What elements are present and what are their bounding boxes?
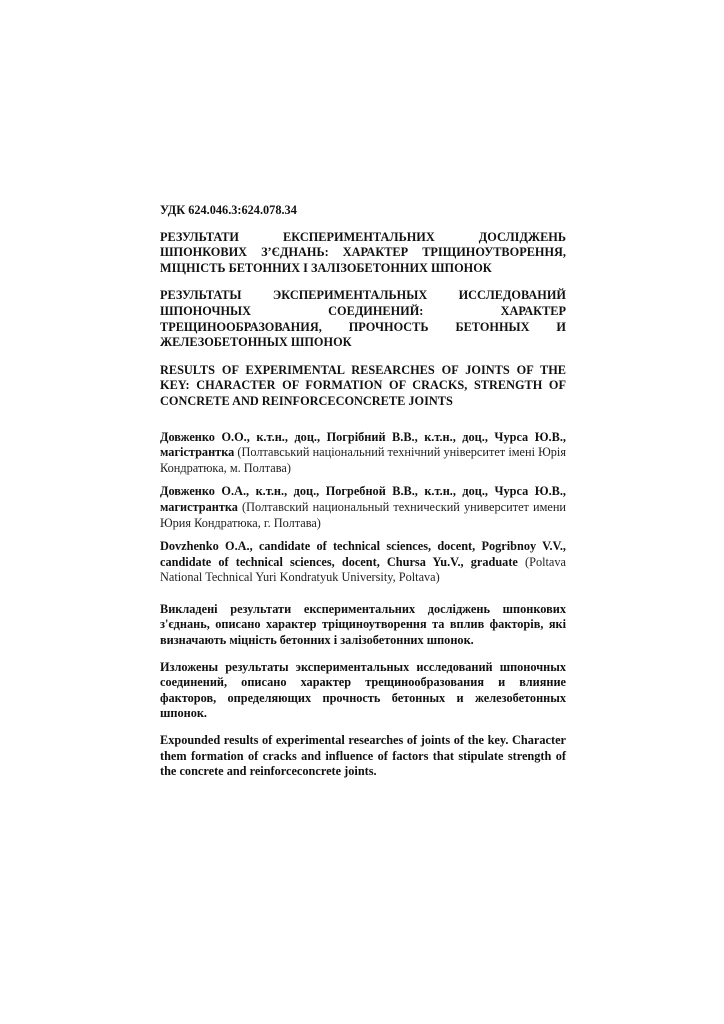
authors-ukrainian: [160, 430, 566, 477]
author-names: Довженко О.А., к.т.н., доц., Погребной В.В., к.т.н., доц., Чурса Ю.В., магистрантка: [160, 484, 566, 514]
author-names: Довженко О.О., к.т.н., доц., Погрібний В.В., к.т.н., доц., Чурса Ю.В., магістрантка: [160, 429, 566, 460]
author-affiliation: (Полтавський національний технічний університет імені Юрія Кондратюка, м. Полтава): [160, 445, 566, 475]
author-names: Dovzhenko O.A., candidate of technical sciences, docent, Pogribnoy V.V., candidate of technical sciences, docent, Chursa Yu.V., graduate: [160, 539, 566, 569]
title-ukrainian: РЕЗУЛЬТАТИ ЕКСПЕРИМЕНТАЛЬНИХ ДОСЛІДЖЕНЬ ШПОНКОВИХ З’ЄДНАНЬ: ХАРАКТЕР ТРІЩИНОУТВОРЕННЯ, МІЦНІСТЬ БЕТОННИХ І ЗАЛІЗОБЕТОННИХ ШПОНОК: [160, 229, 566, 275]
abstract-russian: Изложены результаты экспериментальных исследований шпоночных соединений, описано характер трещинообразования и влияние факторов, определяющих прочность бетонных и железобетонных шпонок.: [160, 659, 566, 721]
authors-english: [160, 539, 566, 586]
title-russian: РЕЗУЛЬТАТЫ ЭКСПЕРИМЕНТАЛЬНЫХ ИССЛЕДОВАНИЙ ШПОНОЧНЫХ СОЕДИНЕНИЙ: ХАРАКТЕР ТРЕЩИНООБРАЗОВАНИЯ, ПРОЧНОСТЬ БЕТОННЫХ И ЖЕЛЕЗОБЕТОННЫХ ШПОНОК: [160, 288, 566, 350]
authors-russian: [160, 484, 566, 531]
udk-code: УДК 624.046.3:624.078.34: [160, 203, 297, 217]
abstract-ukrainian: Викладені результати експериментальних досліджень шпонкових з'єднань, описано характер тріщиноутворення та вплив факторів, які визначають міцність бетонних і залізобетонних шпонок.: [160, 601, 566, 648]
author-affiliation: (Poltava National Technical Yuri Kondratyuk University, Poltava): [160, 554, 566, 585]
document-column: [160, 203, 566, 780]
abstract-english: Expounded results of experimental researches of joints of the key. Character them formation of cracks and influence of factors that stipulate strength of the concrete and reinforceconcrete joints.: [160, 733, 566, 779]
title-english: RESULTS OF EXPERIMENTAL RESEARCHES OF JOINTS OF THE KEY: CHARACTER OF FORMATION OF CRACKS, STRENGTH OF CONCRETE AND REINFORCECONCRETE JOINTS: [160, 362, 566, 408]
author-affiliation: (Полтавский национальный технический университет имени Юрия Кондратюка, г. Полтава): [160, 499, 566, 530]
